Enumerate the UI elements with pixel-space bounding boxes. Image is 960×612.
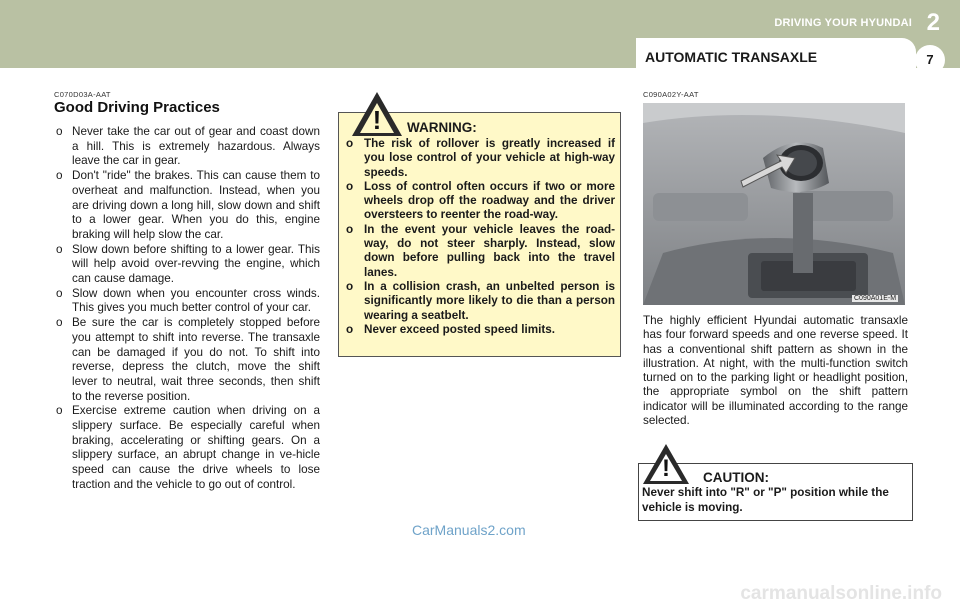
list-item: o Slow down before shifting to a lower gear. This will help avoid over-revving the engine, which can cause damage. bbox=[56, 242, 320, 286]
driving-practices-list bbox=[54, 125, 320, 493]
list-item: o In a collision crash, an unbelted person is significantly more likely to die than a person wearing a seatbelt. bbox=[346, 279, 615, 322]
list-item: o Be sure the car is completely stopped before you attempt to shift into reverse. The transaxle can be damaged if you do not. To shift into reverse, depress the clutch, move the shift lever to neutral, wait three seconds, then shift to the reverse position. bbox=[56, 316, 320, 403]
list-item: o Never take the car out of gear and coast down a hill. This is extremely hazardous. Always leave the car in gear. bbox=[56, 125, 320, 168]
left-section-code: C070D03A-AAT bbox=[54, 90, 111, 99]
list-item: o Exercise extreme caution when driving on a slippery surface. Be especially careful when braking, accelerating or shifting gears. On a slippery surface, an abrupt change in ve-hicle speed can cause the drive wheels to lose traction and the vehicle to go out of control. bbox=[56, 404, 320, 491]
chapter-number: 2 bbox=[926, 9, 940, 36]
list-item: o Never exceed posted speed limits. bbox=[346, 322, 555, 336]
transaxle-description: The highly efficient Hyundai automatic transaxle has four forward speeds and one reverse speed. It has a conventional shift pattern as shown in the illustration. At night, with the multi-function switch turned on to the parking light or headlight position, the appropriate symbol on the shift pattern indicator will be illuminated according to the range selected. bbox=[643, 314, 908, 428]
list-item: o Loss of control often occurs if two or more wheels drop off the roadway and the driver oversteers to reenter the road-way. bbox=[346, 179, 615, 222]
shift-lever-illustration bbox=[643, 103, 905, 305]
chapter-title: DRIVING YOUR HYUNDAI bbox=[774, 17, 912, 29]
caution-title: CAUTION: bbox=[703, 470, 769, 485]
caution-text: Never shift into "R" or "P" position while the vehicle is moving. bbox=[642, 486, 889, 514]
section-heading: Good Driving Practices bbox=[54, 99, 220, 116]
photo-caption: C090A01E-M bbox=[854, 295, 897, 302]
list-item: o The risk of rollover is greatly increased if you lose control of your vehicle at high-way speeds. bbox=[346, 137, 615, 179]
page-number: 7 bbox=[926, 52, 934, 67]
warning-list bbox=[346, 137, 615, 337]
list-item: o Don't "ride" the brakes. This can cause them to overheat and malfunction. Instead, when you are driving down a long hill, slow down and shift to a lower gear. When you do this, engine braking will help slow the car. bbox=[56, 169, 320, 241]
section-title: AUTOMATIC TRANSAXLE bbox=[645, 49, 818, 65]
list-item: o In the event your vehicle leaves the road-way, do not steer sharply. Instead, slow down before pulling back into the travel lanes. bbox=[346, 222, 615, 279]
watermark-footer: carmanualsonline.info bbox=[740, 583, 942, 604]
exclamation-icon: ! bbox=[662, 455, 670, 482]
right-section-code: C090A02Y-AAT bbox=[643, 90, 699, 99]
warning-title: WARNING: bbox=[407, 120, 477, 135]
watermark-link[interactable]: CarManuals2.com bbox=[412, 522, 526, 538]
shift-lever-photo bbox=[643, 103, 905, 305]
exclamation-icon: ! bbox=[372, 105, 382, 135]
list-item: o Slow down when you encounter cross winds. This gives you much better control of your car. bbox=[56, 286, 320, 315]
